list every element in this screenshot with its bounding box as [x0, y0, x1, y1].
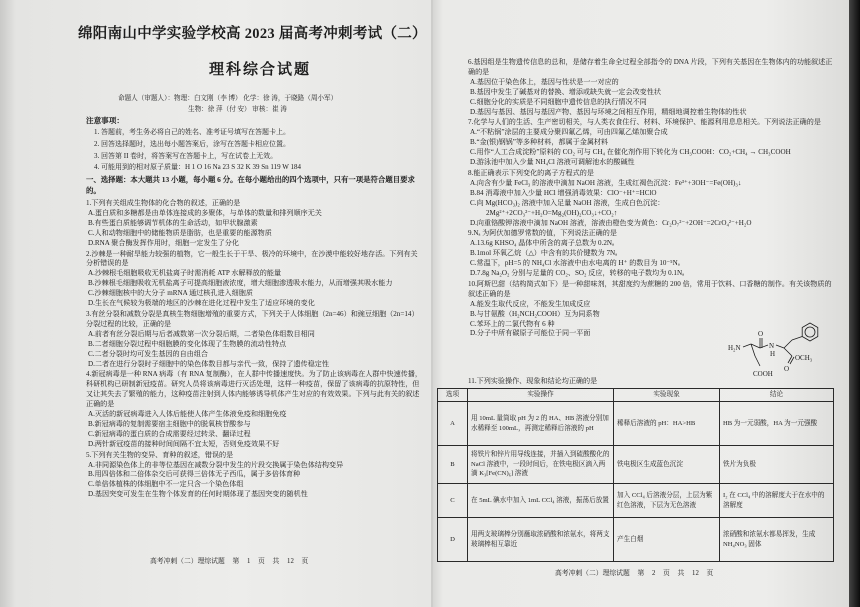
question-11-stem: 11.下列实验操作、现象和结论均正确的是: [468, 377, 598, 385]
conclusion-cell: 浓硝酸和浓氨水都易挥发，生成 NH₄NO₃ 固体: [720, 518, 834, 562]
question-stem: 2.沙棘是一种耐旱能力较强的植物，它一般生长于干旱、极冷的环境中，在沙漠中能较好地存活。下列有关分析错误的是: [86, 249, 418, 268]
operation-cell: 将铁片和锌片用导线连接，并插入到硫酸酸化的 NaCl 溶液中，一段时间后，在铁电极区滴入两滴 K₃[Fe(CN)₆] 溶液: [468, 446, 614, 484]
option-b: B.“金(银)钢锅”等多种材料，都属于金属材料: [470, 138, 609, 147]
option-d: D.RNA 聚合酶发挥作用时，细胞一定发生了分化: [88, 238, 239, 247]
option-b: B.用四倍体和二倍体杂交后可获得三倍体无子西瓜，属于多倍体育种: [88, 470, 301, 479]
notice-item: 2. 回答选择题时，选出每小题答案后，涂写在答题卡相应位置。: [94, 139, 290, 148]
option-cell: A: [438, 402, 468, 446]
methoxy-label: OCH₃: [795, 354, 813, 362]
option-c: C.细胞分化的实质是不同细胞中遗传信息的执行情况不同: [470, 97, 647, 106]
question-stem: 7.化学与人们的生活、生产密切相关，与人类衣食住行、材料、环境保护、能源利用息息相关。下列说法正确的是: [468, 118, 821, 127]
option-b: B.基因中发生了碱基对的替换、增添或缺失就一定会改变性状: [470, 87, 661, 96]
question-8: [468, 169, 836, 228]
option-c: C.向 Mg(HCO₃)₂ 溶液中加入足量 NaOH 溶液，生成白色沉淀：: [470, 198, 665, 207]
oxygen-label: O: [784, 365, 790, 373]
phenomenon-cell: 产生白烟: [614, 518, 720, 562]
column-header: 选项: [438, 389, 468, 402]
option-a: A.向含有少量 FeCl₃ 的溶液中滴加 NaOH 溶液，生成红褐色沉淀：Fe³⁺+3OH⁻=Fe(OH)₃↓: [470, 178, 742, 187]
option-a: A.沙棘根毛细胞吸收无机盐离子时需消耗 ATP 水解释放的能量: [88, 269, 282, 278]
option-d: D.向重铬酸钾溶液中滴加 NaOH 溶液，溶液由橙色变为黄色：Cr₂O₇²⁻+2OH⁻=2CrO₄²⁻+H₂O: [470, 218, 752, 227]
option-b: B.1mol 环氧乙烷（△）中含有的共价键数为 7Nₐ: [470, 249, 618, 258]
option-d: D.生长在气候较为极端的地区的沙棘在进化过程中发生了适应环境的变化: [88, 299, 315, 308]
question-stem: 4.新冠病毒是一种 RNA 病毒（有 RNA 复制酶），在人群中传播速度快。为了防止该病毒在人群中快速传播，科研机构已研制新冠疫苗。研究人员将该病毒进行灭活处理，这样一种疫苗，保留了该病毒的抗原特性，但又让其失去了繁殖的能力，这种疫苗注射到人体内能够诱导机体产生对应的有效效果。下列与此有关的叙述正确的是: [86, 370, 422, 409]
question-3: [86, 310, 424, 369]
option-c: C.用作“人工合成淀粉”原料的 CO₂ 可与 CH₄ 在催化剂作用下转化为 CH₃COOH：CO₂+CH₄ → CH₃COOH: [470, 148, 791, 157]
question-stem: 10.阿斯巴甜（结构简式如下）是一种甜味剂，其甜度约为蔗糖的 200 倍，常用于饮料、口香糖的制作。有关该物质的叙述正确的是: [468, 279, 832, 298]
option-c: C.人和动物细胞中的储能物质是脂肪，也是重要的能源物质: [88, 228, 272, 237]
notice-heading: 注意事项：: [86, 116, 124, 125]
nitrogen-label: N: [769, 342, 775, 350]
experiment-table: [437, 388, 834, 562]
question-stem: 9.Nₐ 为阿伏加德罗常数的值，下列说法正确的是: [468, 229, 617, 238]
option-a: A.“不粘锅”涂层的主要成分聚四氟乙烯，可由四氟乙烯加聚合成: [470, 128, 668, 137]
question-5: [86, 451, 424, 501]
question-6: [468, 58, 836, 117]
question-4: [86, 370, 424, 449]
notice-list: [94, 127, 424, 174]
phenomenon-cell: 铁电极区生成蓝色沉淀: [614, 446, 720, 484]
option-b: B.沙棘根毛细胞吸收无机盐离子可提高细胞液浓度，增大细胞渗透吸水能力，从而增强其吸水能力: [88, 279, 393, 288]
option-c: C.单倍体植株的体细胞中不一定只含一个染色体组: [88, 480, 244, 489]
option-c-equation: 2Mg²⁺+2CO₃²⁻+H₂O=Mg₂(OH)₂CO₃↓+CO₂↑: [486, 208, 618, 217]
table-row: [438, 446, 834, 484]
option-cell: B: [438, 446, 468, 484]
benzene-ring-circle: [805, 327, 815, 337]
option-d: D.基因突变可发生在生物个体发育的任何时期体现了基因突变的随机性: [88, 490, 308, 499]
page-footer: 高考冲刺（二）理综试题 第 1 页 共 12 页: [150, 558, 309, 565]
question-7: [468, 118, 836, 168]
option-d: D.基因与基因、基因与基因产物、基因与环境之间相互作用，精细地调控着生物体的性状: [470, 107, 747, 116]
option-c: C.常温下，pH=5 的 NH₄Cl 水溶液中由水电离的 H⁺ 的数目为 10⁻⁵Nₐ: [470, 259, 680, 268]
option-cell: C: [438, 484, 468, 518]
amine-label: H₂N: [728, 344, 741, 352]
scan-edge: [849, 0, 860, 607]
question-stem: 1.下列有关组成生物体的化合物的叙述，正确的是: [86, 199, 241, 207]
carboxyl-label: COOH: [753, 370, 773, 378]
section-heading: 一、选择题：本大题共 13 小题，每小题 6 分。在每小题给出的四个选项中，只有一项是符合题目要求的。: [86, 175, 415, 195]
notice-item: 3. 回答第 II 卷时，将答案写在答题卡上，写在试卷上无效。: [94, 151, 278, 160]
option-b: B.84 消毒液中加入少量 HCl 增强消毒效果：ClO⁻+H⁺=HClO: [470, 188, 657, 197]
exam-title: 绵阳南山中学实验学校高 2023 届高考冲刺考试（二）: [78, 26, 427, 42]
question-stem: 3.有丝分裂和减数分裂是真核生物细胞增殖的重要方式，下列关于人体细胞（2n=46）和豌豆细胞（2n=14）分裂过程的比较，正确的是: [86, 309, 419, 328]
question-2: [86, 250, 424, 309]
bond: [784, 348, 792, 356]
option-c: C.二者分裂时均可发生基因的自由组合: [88, 349, 209, 358]
column-header: 实验操作: [468, 389, 614, 402]
oxygen-label: O: [758, 330, 764, 338]
question-list: [86, 199, 424, 544]
conclusion-cell: 铁片为负极: [720, 446, 834, 484]
authors-line: 命题人（审题人）：物理：白文刚（李 博） 化学：徐 涛，于晓路（周小军）: [118, 95, 338, 102]
option-a: A.前者有丝分裂后期与后者减数第一次分裂后期，二者染色体组数目相同: [88, 329, 315, 338]
question-stem: 8.能正确表示下列变化的离子方程式的是: [468, 168, 594, 177]
phenomenon-cell: 加入 CCl₄ 后溶液分层，上层为紫红色溶液，下层为无色溶液: [614, 484, 720, 518]
bond: [755, 356, 760, 366]
option-d: D.二者在进行分裂时子细胞中的染色体数目都与亲代一致，保持了遗传稳定性: [88, 359, 329, 368]
option-a: A.能发生取代反应，不能发生加成反应: [470, 299, 591, 308]
question-stem: 5.下列有关生物的变异、育种的叙述，错误的是: [86, 450, 234, 459]
exam-subtitle: 理科综合试题: [208, 62, 311, 78]
phenomenon-cell: 稀释后溶液的 pH：HA>HB: [614, 402, 720, 446]
option-b: B.新冠病毒的复制需要宿主细胞中的脱氧核苷酸参与: [88, 419, 251, 428]
option-d: D.两针新冠疫苗的接种时间间隔不宜太短，否则免疫效果不好: [88, 439, 280, 448]
operation-cell: 用两支玻璃棒分别蘸取浓硝酸和浓氨水，将两支玻璃棒相互靠近: [468, 518, 614, 562]
question-9: [468, 229, 836, 279]
column-header: 实验现象: [614, 389, 720, 402]
option-a: A.灭活的新冠病毒进入人体后能使人体产生体液免疫和细胞免疫: [88, 410, 287, 419]
option-b: B.有些蛋白质能够调节机体的生命活动，如甲状腺激素: [88, 218, 258, 227]
authors-line-2: 生物：徐 萍（付 安） 审核：崔 涛: [188, 106, 287, 113]
table-header-row: [438, 389, 834, 402]
option-c: C.沙棘细胞核中的大分子 mRNA 通过核孔进入细胞质: [88, 289, 253, 298]
option-d: D.游泳池中加入少量 NH₄Cl 溶液可调解池水的酸碱性: [470, 158, 635, 167]
conclusion-cell: I₂ 在 CCl₄ 中的溶解度大于在水中的溶解度: [720, 484, 834, 518]
option-c: C.新冠病毒的蛋白质的合成需要经过转录、翻译过程: [88, 429, 251, 438]
bond: [760, 345, 768, 348]
page-footer: 高考冲刺（二）理综试题 第 2 页 共 12 页: [555, 570, 714, 577]
column-header: 结论: [720, 389, 834, 402]
option-a: A.蛋白质和多糖都是由单体连接成的多聚体，与单体的数量和排列顺序无关: [88, 208, 322, 217]
option-a: A.基因位于染色体上，基因与性状是一一对应的: [470, 77, 619, 86]
option-d: D.分子中所有碳原子可能位于同一平面: [470, 329, 591, 338]
conclusion-cell: HB 为一元弱酸，HA 为一元强酸: [720, 402, 834, 446]
bond: [743, 344, 751, 347]
option-cell: D: [438, 518, 468, 562]
table-row: [438, 402, 834, 446]
operation-cell: 用 10mL 量筒取 pH 为 2 的 HA、HB 溶液分别加水稀释至 100mL，再测定稀释后溶液的 pH: [468, 402, 614, 446]
option-c: C.苯环上的二氯代物有 6 种: [470, 319, 555, 328]
option-b: B.二者细胞分裂过程中细胞膜的变化体现了生物膜的流动性特点: [88, 339, 287, 348]
option-b: B.与甘氨酸（H₂NCH₂COOH）互为同系物: [470, 309, 600, 318]
operation-cell: 在 5mL 碘水中加入 1mL CCl₄ 溶液，振荡后放置: [468, 484, 614, 518]
bond: [784, 340, 792, 348]
exam-page-2: [433, 0, 849, 607]
question-stem: 6.基因组是生物遗传信息的总和，是储存着生命全过程全部指令的 DNA 片段，下列有关基因在生物体内的功能叙述正确的是: [468, 58, 833, 76]
table-row: [438, 518, 834, 562]
benzene-ring: [802, 323, 818, 341]
question-1: [86, 199, 424, 249]
bond: [776, 345, 784, 348]
option-a: A.13.6g KHSO₄ 晶体中所含的离子总数为 0.2Nₐ: [470, 239, 614, 248]
notice-item: 4. 可能用到的相对原子质量：H 1 O 16 Na 23 S 32 K 39 Sn 119 W 184: [94, 163, 301, 172]
option-d: D.7.8g Na₂O₂ 分别与足量的 CO₂、SO₂ 反应，转移的电子数均为 0.1Nₐ: [470, 269, 685, 278]
aspartame-structure-diagram: [728, 318, 828, 380]
notice-item: 1. 答题前，考生务必将自己的姓名、准考证号填写在答题卡上。: [94, 128, 290, 136]
option-a: A.非同源染色体上的非等位基因在减数分裂中发生的片段交换属于染色体结构变异: [88, 460, 344, 469]
table-row: [438, 484, 834, 518]
bond: [792, 337, 802, 341]
hydrogen-label: H: [770, 350, 776, 358]
